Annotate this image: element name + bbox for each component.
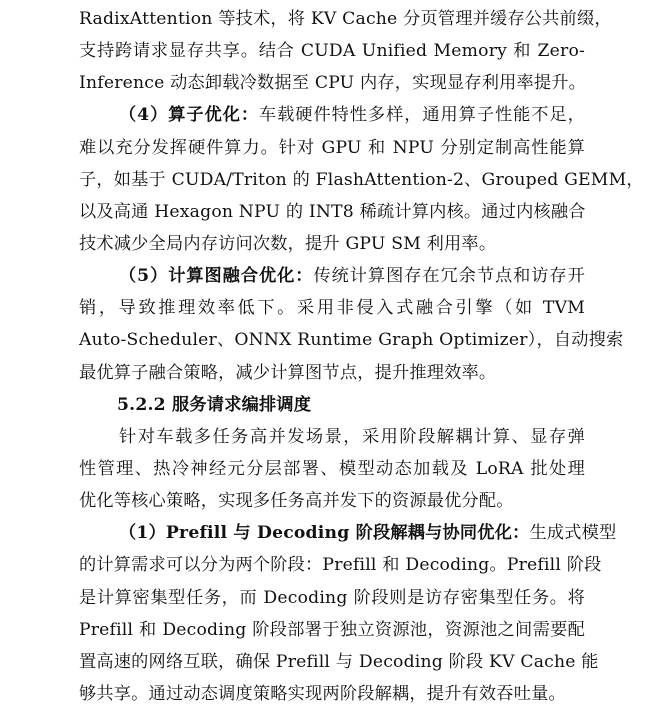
body-line: 够共享。通过动态调度策略实现两阶段解耦，提升有效吞吐量。 (79, 683, 566, 704)
body-line: 性管理、热冷神经元分层部署、模型动态加载及 LoRA 批处理 (79, 458, 585, 479)
body-line: 技术减少全局内存访问次数，提升 GPU SM 利用率。 (79, 233, 497, 254)
paragraph-operator-optimization: （4）算子优化：车载硬件特性多样，通用算子性能不足， (119, 105, 585, 126)
paragraph-scheduling-intro: 针对车载多任务高并发场景，采用阶段解耦计算、显存弹 (119, 426, 585, 447)
item-title: （5）计算图融合优化： (119, 266, 314, 287)
body-line: Auto-Scheduler、ONNX Runtime Graph Optimizer），自动搜索 (79, 330, 624, 351)
body-line: 最优算子融合策略，减少计算图节点，提升推理效率。 (79, 362, 497, 383)
body-line: 销，导致推理效率低下。采用非侵入式融合引擎（如 TVM (79, 298, 585, 319)
body-line: 子，如基于 CUDA/Triton 的 FlashAttention-2、Grouped GEMM， (79, 169, 644, 190)
paragraph-prefill-decoding: （1）Prefill 与 Decoding 阶段解耦与协同优化：生成式模型 (119, 523, 617, 544)
paragraph-graph-fusion: （5）计算图融合优化：传统计算图存在冗余节点和访存开 (119, 266, 585, 287)
section-heading: 5.2.2 服务请求编排调度 (117, 394, 312, 415)
body-line: 以及高通 Hexagon NPU 的 INT8 稀疏计算内核。通过内核融合 (79, 201, 586, 222)
item-title: （1）Prefill 与 Decoding 阶段解耦与协同优化： (119, 523, 530, 544)
body-line: 是计算密集型任务，而 Decoding 阶段则是访存密集型任务。将 (79, 587, 585, 608)
body-line: 的计算需求可以分为两个阶段：Prefill 和 Decoding。Prefill 阶段 (79, 555, 602, 576)
item-title: （4）算子优化： (119, 105, 259, 126)
body-line: 置高速的网络互联，确保 Prefill 与 Decoding 阶段 KV Cache 能 (79, 651, 599, 672)
body-line: 难以充分发挥硬件算力。针对 GPU 和 NPU 分别定制高性能算 (79, 137, 585, 158)
body-line: 优化等核心策略，实现多任务高并发下的资源最优分配。 (79, 491, 514, 512)
body-line: Prefill 和 Decoding 阶段部署于独立资源池，资源池之间需要配 (79, 619, 585, 640)
body-line: RadixAttention 等技术，将 KV Cache 分页管理并缓存公共前缀， (79, 9, 612, 29)
body-line: 支持跨请求显存共享。结合 CUDA Unified Memory 和 Zero- (79, 41, 585, 62)
body-line: Inference 动态卸载冷数据至 CPU 内存，实现显存利用率提升。 (79, 73, 587, 94)
